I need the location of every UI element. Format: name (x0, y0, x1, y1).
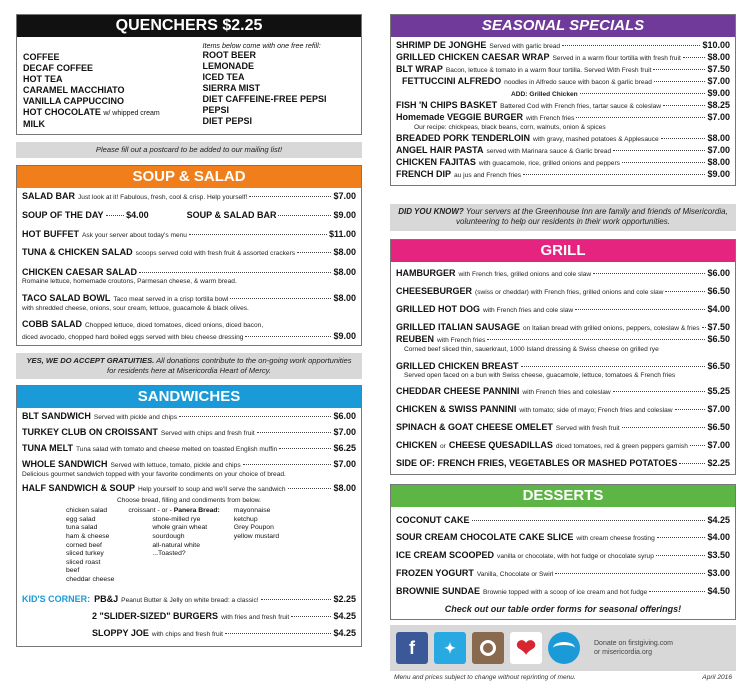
item-desc: Served with chips and fresh fruit (160, 430, 255, 438)
item-name: COBB SALAD (22, 319, 82, 330)
item-name: HOT BUFFET (22, 229, 79, 240)
item-price: $9.00 (707, 88, 730, 98)
item-price: $8.25 (707, 100, 730, 110)
addon-label: ADD: Grilled Chicken (511, 91, 578, 98)
donate-info (594, 639, 673, 657)
sandwiches-section (16, 385, 362, 646)
item-price: $8.00 (333, 292, 356, 303)
item-name: ANGEL HAIR PASTA (396, 144, 484, 155)
item-price: $7.00 (333, 427, 356, 438)
item-price: $7.00 (707, 440, 730, 451)
filling-option: tuna salad (66, 524, 98, 532)
item-name: WHOLE SANDWICH (22, 459, 108, 470)
drink-item: COFFEE (23, 52, 60, 62)
menu-item (22, 191, 356, 203)
item-name: SIDE OF: FRENCH FRIES, VEGETABLES OR MASHED POTATOES (396, 458, 678, 469)
did-you-know-lead: DID YOU KNOW? (398, 206, 464, 216)
menu-item (396, 304, 730, 316)
did-you-know-note (390, 204, 736, 232)
filling-option: egg salad (66, 515, 96, 523)
bread-list (128, 507, 219, 584)
item-name: FISH 'N CHIPS BASKET (396, 100, 498, 110)
menu-item (22, 611, 356, 623)
menu-item (396, 440, 730, 452)
item-desc: Taco meat served in a crisp tortilla bowl (113, 295, 229, 303)
social-bar (390, 625, 736, 671)
item-desc: Brownie topped with a scoop of ice cream and hot fudge (483, 589, 648, 597)
menu-item (22, 229, 356, 241)
item-price: $11.00 (328, 229, 356, 240)
item-name: CHICKEN FAJITAS (396, 156, 476, 167)
menu-item (396, 100, 730, 112)
item-price: $7.50 (707, 322, 730, 333)
refill-note: Items below come with one free refill: (202, 41, 321, 50)
item-name: REUBEN (396, 334, 435, 345)
misericordia-icon[interactable] (548, 632, 580, 664)
filling-option: sliced turkey (66, 550, 104, 558)
item-desc: (swiss or cheddar) with French fries, grilled onions and cole slaw (475, 289, 664, 297)
menu-item (396, 112, 730, 124)
item-price: $4.25 (707, 515, 730, 526)
menu-item (396, 361, 730, 372)
filling-option: ham & cheese (66, 533, 110, 541)
menu-item (396, 145, 730, 157)
menu-item (396, 568, 730, 580)
item-price: $9.00 (333, 331, 356, 342)
donate-line[interactable]: or misericordia.org (594, 649, 652, 657)
drink-item: CARAMEL MACCHIATO (23, 85, 125, 95)
item-price: $6.50 (707, 360, 730, 371)
item-name: GRILLED ITALIAN SAUSAGE (396, 322, 520, 333)
item-name: SOUP & SALAD BAR (186, 210, 277, 221)
drink-name: HOT CHOCOLATE (23, 107, 101, 117)
item-desc: with cream cheese frosting (576, 535, 655, 543)
item-name: SLOPPY JOE (92, 627, 149, 638)
menu-item (396, 52, 730, 64)
item-desc: with French fries (437, 337, 486, 345)
item-price: $4.25 (333, 627, 356, 638)
item-price: $8.00 (333, 247, 356, 258)
item-name: PB&J (94, 593, 119, 604)
item-price: $4.00 (126, 210, 149, 221)
drink-item: PEPSI (202, 105, 229, 115)
quenchers-left-list (23, 41, 202, 130)
item-name: SOUP OF THE DAY (22, 210, 104, 221)
item-desc: Served in a warm flour tortilla with fresh fruit (552, 55, 681, 62)
item-price: $7.00 (333, 191, 356, 202)
item-name: TACO SALAD BOWL (22, 292, 111, 303)
menu-item-cont (22, 331, 356, 343)
drink-item: DECAF COFFEE (23, 63, 94, 73)
grill-section (390, 239, 736, 475)
mailing-list-note: Please fill out a postcard to be added to our mailing list! (16, 142, 362, 158)
item-name: BLT WRAP (396, 64, 443, 74)
item-detail: Romaine lettuce, homemade croutons, Parmesan cheese, & warm bread. (22, 278, 237, 286)
item-price: $8.00 (333, 267, 356, 278)
item-price: $10.00 (702, 40, 730, 50)
menu-item (396, 515, 730, 526)
item-price: $3.00 (707, 568, 730, 579)
soup-salad-section (16, 165, 362, 346)
item-desc: Peanut Butter & Jelly on white bread: a classic! (121, 596, 259, 604)
item-name: SALAD BAR (22, 191, 75, 202)
item-desc: with chips and fresh fruit (151, 630, 223, 638)
item-price: $9.00 (707, 168, 730, 179)
bread-lead: croissant - or - (128, 507, 172, 515)
item-price: $7.00 (707, 112, 730, 122)
item-desc: with French fries (526, 115, 575, 122)
item-price: $6.00 (707, 268, 730, 279)
drink-item: MILK (23, 119, 45, 129)
item-name: FROZEN YOGURT (396, 568, 474, 579)
facebook-icon[interactable]: f (396, 632, 428, 664)
item-detail: with shredded cheese, onions, sour cream, lettuce, guacamole & black olives. (22, 304, 249, 312)
bread-header: croissant - or - Panera Bread: (128, 507, 220, 515)
drink-desc: w/ whipped cream (103, 110, 160, 117)
drink-item: SIERRA MIST (202, 83, 261, 93)
item-name: SPINACH & GOAT CHEESE OMELET (396, 422, 553, 433)
menu-item (396, 386, 730, 398)
bread-option: whole grain wheat (152, 524, 208, 532)
item-name: HAMBURGER (396, 268, 456, 279)
filling-list (66, 507, 114, 584)
instagram-icon[interactable] (472, 632, 504, 664)
filling-option: sliced roast (66, 558, 101, 566)
item-name: ICE CREAM SCOOPED (396, 550, 495, 561)
item-price: $7.00 (707, 404, 730, 415)
sandwiches-title: SANDWICHES (17, 386, 361, 408)
menu-item (396, 169, 730, 181)
quenchers-section (16, 14, 362, 135)
menu-item (22, 319, 356, 331)
item-desc: vanilla or chocolate, with hot fudge or chocolate syrup (497, 553, 654, 561)
item-name: SHRIMP DE JONGHE (396, 40, 487, 50)
item-name: TURKEY CLUB ON CROISSANT (22, 427, 158, 438)
choose-instruction: Choose bread, filling and condiments from below. (116, 496, 262, 504)
item-name: CHEDDAR CHEESE PANNINI (396, 386, 520, 397)
menu-item (396, 64, 730, 76)
item-name: 2 "SLIDER-SIZED" BURGERS (92, 610, 219, 621)
item-desc: Served with pickle and chips (93, 414, 178, 422)
menu-item (396, 268, 730, 280)
item-price: $4.25 (333, 610, 356, 621)
item-desc: with guacamole, rice, grilled onions and peppers (478, 159, 620, 167)
item-price: $2.25 (333, 593, 356, 604)
footer (390, 671, 736, 681)
item-price: $2.25 (707, 458, 730, 469)
item-desc: scoops served cold with fresh fruit & assorted crackers (135, 250, 296, 258)
item-price: $4.00 (707, 532, 730, 543)
item-price: $7.50 (707, 64, 730, 74)
item-name: BROWNIE SUNDAE (396, 586, 481, 597)
item-price: $7.00 (333, 459, 356, 470)
item-name: TUNA MELT (22, 443, 73, 454)
item-desc: diced tomatoes, red & green peppers garnish (555, 443, 688, 451)
menu-item (22, 628, 356, 640)
item-price: $6.25 (333, 443, 356, 454)
menu-item (396, 404, 730, 416)
bread-option: stone-milled rye (152, 515, 201, 523)
item-detail: Our recipe: chickpeas, black beans, corn, walnuts, onion & spices (414, 124, 606, 131)
item-price: $7.00 (707, 76, 730, 86)
item-desc: Chopped lettuce, diced tomatoes, diced onions, diced bacon, (85, 322, 264, 330)
item-desc: on Italian bread with grilled onions, peppers, coleslaw & fries (522, 325, 700, 333)
item-desc: Served with garlic bread (489, 43, 561, 50)
seasonal-section (390, 14, 736, 186)
item-detail: diced avocado, chopped hard boiled eggs served with bleu cheese dressing (22, 334, 244, 342)
item-name: FRENCH DIP (396, 168, 452, 179)
item-name: GRILLED CHICKEN BREAST (396, 360, 519, 371)
menu-item (396, 532, 730, 544)
menu-item (22, 483, 356, 495)
item-desc: Battered Cod with French fries, tartar sauce & coleslaw (500, 103, 662, 110)
item-price: $8.00 (707, 132, 730, 143)
left-column (16, 14, 362, 647)
item-name: GRILLED CHICKEN CAESAR WRAP (396, 52, 550, 62)
item-name: Homemade VEGGIE BURGER (396, 112, 524, 122)
item-desc: Vanilla, Chocolate or Swirl (476, 571, 554, 579)
quenchers-title: QUENCHERS $2.25 (17, 15, 361, 37)
item-name: CHEESE QUESADILLAS (448, 440, 553, 451)
item-price: $6.50 (707, 422, 730, 433)
item-desc: with tomato; side of mayo; French fries and coleslaw (519, 407, 673, 415)
item-desc: au jus and French fries (454, 171, 522, 179)
seasonal-offerings-note: Check out our table order forms for seasonal offerings! (444, 604, 682, 615)
condiment-option: mayonnaise (233, 507, 271, 515)
filling-option: beef (66, 567, 80, 575)
menu-item (396, 76, 730, 88)
drink-item: ROOT BEER (202, 50, 256, 60)
item-name: HALF SANDWICH & SOUP (22, 482, 135, 493)
condiment-option: Grey Poupon (233, 524, 274, 532)
footer-date: April 2016 (702, 674, 732, 682)
condiment-option: ketchup (233, 515, 258, 523)
desserts-section (390, 484, 736, 620)
menu-item (22, 247, 356, 259)
menu-item (396, 322, 730, 334)
menu-item (396, 133, 730, 145)
item-name: CHEESEBURGER (396, 286, 473, 297)
item-desc: with French fries, grilled onions and cole slaw (458, 271, 592, 279)
drink-item (23, 107, 202, 119)
item-name: FETTUCCINI ALFREDO (402, 76, 502, 86)
item-detail: Served open faced on a bun with Swiss cheese, guacamole, lettuce, tomatoes & French fries (404, 371, 676, 379)
item-name: COCONUT CAKE (396, 515, 470, 526)
item-desc: Tuna salad with tomato and cheese melted on toasted English muffin (76, 446, 278, 454)
condiment-option: yellow mustard (233, 533, 280, 541)
gratuities-text: All donations contribute to the on-going work opportunities for residents here at Misericordia Heart of Mercy. (106, 355, 352, 375)
footer-disclaimer: Menu and prices subject to change without reprinting of menu. (394, 674, 576, 682)
menu-item (22, 459, 356, 471)
sandwich-choices (22, 507, 356, 584)
menu-item (22, 411, 356, 423)
menu-item-addon (396, 88, 730, 100)
soup-salad-title: SOUP & SALAD (17, 166, 361, 188)
drink-item: DIET PEPSI (202, 116, 252, 126)
item-detail: Corned beef sliced thin, sauerkraut, 1000 Island dressing & Swiss cheese on grilled rye (404, 346, 659, 354)
item-desc: with French fries and cole slaw (483, 307, 574, 315)
bread-option: ...Toasted? (152, 550, 186, 558)
bread-option: all-natural white (152, 541, 200, 549)
gratuities-lead: YES, WE DO ACCEPT GRATUITIES. (26, 355, 155, 365)
twitter-icon[interactable]: ✦ (434, 632, 466, 664)
item-name: BREADED PORK TENDERLOIN (396, 132, 531, 143)
item-price: $8.00 (707, 52, 730, 62)
menu-item (396, 334, 730, 346)
menu-item (396, 286, 730, 298)
item-price: $5.25 (707, 386, 730, 397)
bread-option: sourdough (152, 533, 185, 541)
menu-item (396, 157, 730, 169)
condiment-list (234, 507, 279, 584)
filling-option: cheddar cheese (66, 576, 115, 583)
item-desc: Served with lettuce, tomato, pickle and chips (110, 462, 241, 470)
menu-item (22, 594, 356, 606)
seasonal-title: SEASONAL SPECIALS (391, 15, 735, 37)
heart-hands-icon[interactable]: ❤ (510, 632, 542, 664)
item-desc: noodles in Alfredo sauce with bacon & garlic bread (504, 79, 652, 86)
kids-corner-label: KID'S CORNER: (22, 593, 91, 604)
item-desc: Ask your server about today's menu (82, 232, 187, 240)
desserts-title: DESSERTS (391, 485, 735, 507)
item-desc: with French fries and coleslaw (522, 389, 611, 397)
item-name: SOUR CREAM CHOCOLATE CAKE SLICE (396, 532, 574, 543)
drink-item: HOT TEA (23, 74, 63, 84)
item-desc: with fries and fresh fruit (221, 613, 290, 621)
menu-item (396, 40, 730, 52)
item-desc: with gravy, mashed potatoes & Applesauce (533, 135, 659, 143)
item-desc: Just look at it! Fabulous, fresh, cool & crisp. Help yourself! (78, 194, 248, 202)
drink-item: VANILLA CAPPUCCINO (23, 96, 124, 106)
menu-item (22, 443, 356, 455)
item-name: GRILLED HOT DOG (396, 304, 480, 315)
donate-line[interactable]: Donate on firstgiving.com (594, 640, 673, 648)
item-name: CHICKEN CAESAR SALAD (22, 267, 138, 278)
item-detail: Delicious gourmet sandwich topped with your favorite condiments on your choice of bread. (22, 471, 286, 479)
item-desc: Help yourself to soup and we'll serve the sandwich (138, 485, 286, 493)
item-name: TUNA & CHICKEN SALAD (22, 247, 133, 258)
item-desc: Bacon, lettuce & tomato in a warm flour tortilla. Served With Fresh fruit (445, 67, 652, 74)
filling-option: corned beef (66, 541, 102, 549)
item-price: $6.50 (707, 334, 730, 345)
item-desc: served with Marinara sauce & Garlic bread (486, 147, 612, 155)
item-name: CHICKEN & SWISS PANNINI (396, 404, 517, 415)
drink-item: LEMONADE (202, 61, 254, 71)
item-price: $9.00 (333, 210, 356, 221)
item-price: $8.00 (707, 156, 730, 167)
bread-title: Panera Bread (173, 507, 218, 515)
right-column (390, 14, 736, 681)
menu-item (396, 586, 730, 598)
item-desc: Served with fresh fruit (555, 425, 620, 433)
menu-item (22, 210, 356, 221)
item-name: CHICKEN (396, 440, 438, 451)
item-price: $7.00 (707, 144, 730, 155)
drink-item: ICED TEA (202, 72, 245, 82)
item-price: $6.50 (707, 286, 730, 297)
item-price: $6.00 (333, 411, 356, 422)
did-you-know-text: Your servers at the Greenhouse Inn are family and friends of Misericordia, volunteering to help our residents in their work opportunities. (456, 206, 728, 227)
grill-title: GRILL (391, 240, 735, 262)
item-price: $3.50 (707, 550, 730, 561)
item-price: $8.00 (333, 482, 356, 493)
menu-item (22, 267, 356, 278)
gratuities-note (16, 353, 362, 380)
menu-item (396, 458, 730, 469)
menu-item (396, 550, 730, 562)
item-price: $4.50 (707, 586, 730, 597)
drink-item: DIET CAFFEINE-FREE PEPSI (202, 94, 327, 104)
item-price: $4.00 (707, 304, 730, 315)
quenchers-right-list (202, 41, 355, 130)
item-or: or (440, 443, 446, 451)
item-name: BLT SANDWICH (22, 411, 91, 422)
menu-item (396, 422, 730, 434)
filling-option: chicken salad (66, 507, 108, 515)
menu-item (22, 293, 356, 305)
menu-item (22, 427, 356, 439)
